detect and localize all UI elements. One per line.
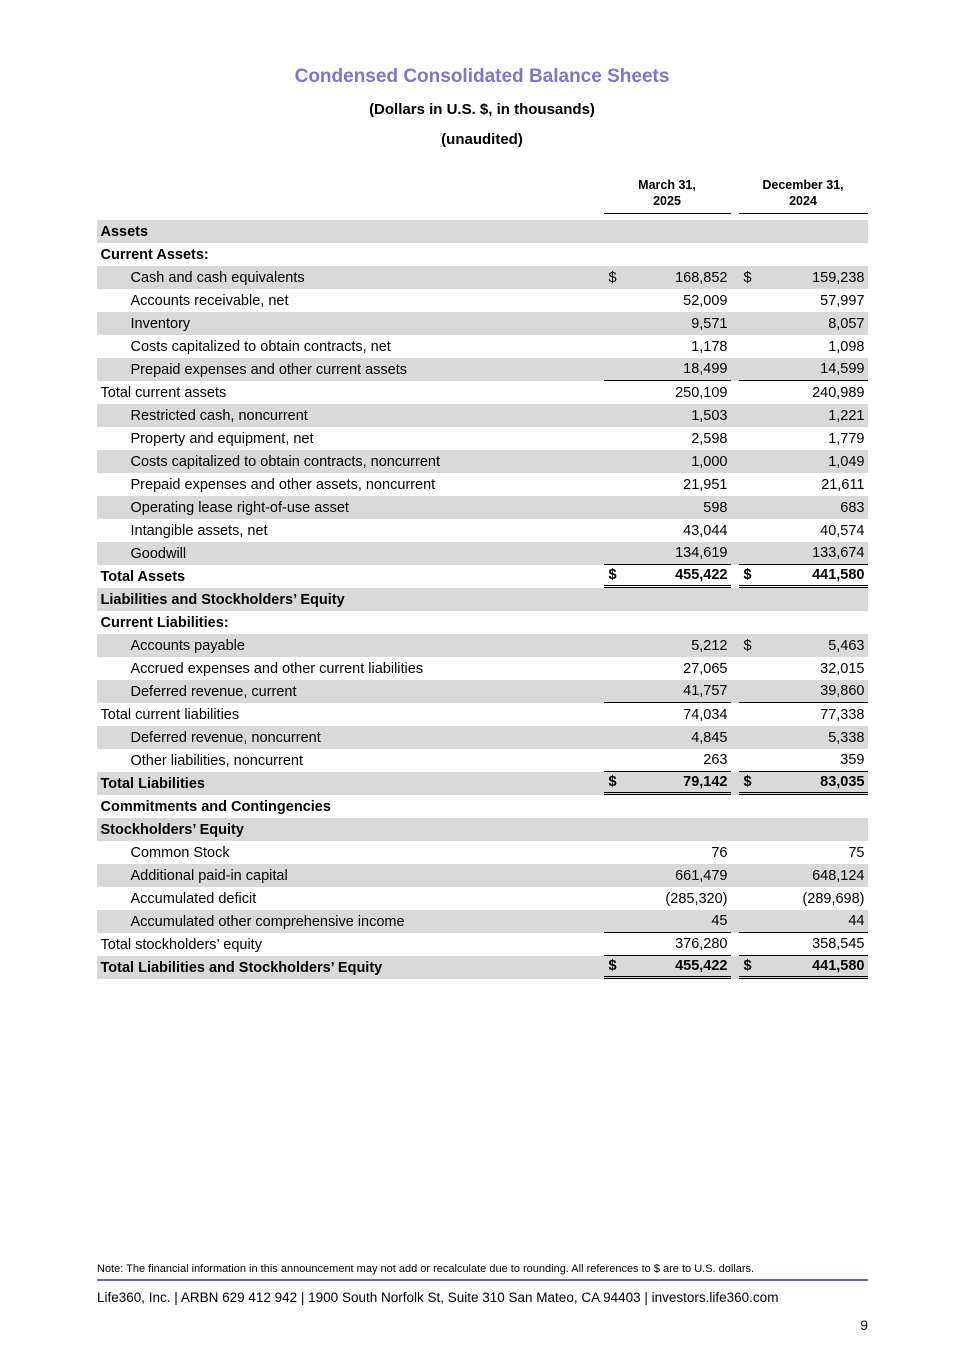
amount: 79,142	[683, 774, 728, 791]
row-label: Current Assets:	[100, 246, 209, 263]
table-row	[97, 220, 868, 243]
value-cell-march-2025	[604, 496, 731, 519]
column-header-line1: December 31,	[762, 178, 844, 192]
value-cell-march-2025	[604, 818, 731, 841]
table-row	[97, 266, 868, 289]
value-cell-december-2024	[739, 634, 868, 657]
amount: 9,571	[691, 315, 728, 332]
value-cell-march-2025	[604, 956, 731, 979]
value-cell-march-2025	[604, 864, 731, 887]
dollar-sign: $	[743, 567, 752, 584]
amount: (289,698)	[802, 890, 865, 907]
table-row	[97, 887, 868, 910]
table-row	[97, 956, 868, 979]
value-cell-march-2025	[604, 933, 731, 956]
row-label: Prepaid expenses and other assets, noncurrent	[130, 476, 436, 493]
amount: 77,338	[820, 706, 865, 723]
table-row	[97, 542, 868, 565]
value-cell-december-2024	[739, 266, 868, 289]
dollar-sign: $	[743, 269, 752, 286]
table-body	[97, 220, 868, 979]
amount: 14,599	[820, 361, 865, 378]
row-label: Cash and cash equivalents	[130, 269, 305, 286]
table-row	[97, 335, 868, 358]
row-label: Additional paid-in capital	[130, 867, 288, 884]
amount: 134,619	[675, 545, 728, 562]
amount: 21,611	[821, 476, 865, 493]
subtitle-currency: (Dollars in U.S. $, in thousands)	[369, 101, 595, 118]
amount: 74,034	[683, 706, 728, 723]
amount: 2,598	[691, 430, 728, 447]
column-header-line2: 2025	[653, 193, 681, 208]
value-cell-december-2024	[739, 772, 868, 795]
row-label: Current Liabilities:	[100, 614, 229, 631]
value-cell-december-2024	[739, 473, 868, 496]
value-cell-december-2024	[739, 565, 868, 588]
company-footer: Life360, Inc. | ARBN 629 412 942 | 1900 South Norfolk St, Suite 310 San Mateo, CA 94403 | investors.life360.com	[97, 1290, 779, 1305]
amount: 39,860	[820, 683, 865, 700]
row-label: Other liabilities, noncurrent	[130, 752, 303, 769]
amount: 455,422	[675, 567, 728, 584]
table-row	[97, 703, 868, 726]
amount: 1,178	[691, 338, 728, 355]
amount: 18,499	[683, 361, 728, 378]
amount: 41,757	[683, 683, 728, 700]
amount: 168,852	[675, 269, 728, 286]
row-label: Restricted cash, noncurrent	[130, 407, 308, 424]
row-label: Accumulated deficit	[130, 890, 257, 907]
value-cell-march-2025	[604, 841, 731, 864]
row-label: Total Liabilities	[100, 775, 205, 792]
row-label: Costs capitalized to obtain contracts, noncurrent	[130, 453, 440, 470]
table-row	[97, 772, 868, 795]
value-cell-december-2024	[739, 749, 868, 772]
value-cell-march-2025	[604, 680, 731, 703]
dollar-sign: $	[743, 774, 752, 791]
value-cell-december-2024	[739, 427, 868, 450]
subtitle-unaudited: (unaudited)	[441, 131, 523, 148]
amount: 83,035	[820, 774, 865, 791]
table-row	[97, 588, 868, 611]
row-label: Goodwill	[130, 545, 187, 562]
value-cell-december-2024	[739, 933, 868, 956]
page-number: 9	[860, 1317, 868, 1333]
row-label: Operating lease right-of-use asset	[130, 499, 349, 516]
column-header-march-2025	[604, 178, 731, 214]
row-label: Inventory	[130, 315, 191, 332]
row-label: Deferred revenue, noncurrent	[130, 729, 321, 746]
amount: 43,044	[683, 522, 728, 539]
value-cell-march-2025	[604, 749, 731, 772]
amount: 263	[703, 752, 728, 769]
amount: 52,009	[683, 292, 728, 309]
table-row	[97, 864, 868, 887]
value-cell-march-2025	[604, 404, 731, 427]
amount: 5,212	[691, 637, 728, 654]
table-row	[97, 910, 868, 933]
value-cell-march-2025	[604, 266, 731, 289]
value-cell-december-2024	[739, 358, 868, 381]
table-row	[97, 611, 868, 634]
table-row	[97, 404, 868, 427]
value-cell-march-2025	[604, 312, 731, 335]
table-row	[97, 841, 868, 864]
amount: 1,779	[828, 430, 865, 447]
row-label: Liabilities and Stockholders’ Equity	[100, 591, 345, 608]
value-cell-march-2025	[604, 657, 731, 680]
value-cell-december-2024	[739, 680, 868, 703]
amount: 683	[840, 499, 865, 516]
row-label: Assets	[100, 223, 149, 240]
table-row	[97, 657, 868, 680]
amount: 4,845	[691, 729, 728, 746]
table-row	[97, 519, 868, 542]
dollar-sign: $	[608, 774, 617, 791]
table-row	[97, 473, 868, 496]
amount: 40,574	[820, 522, 865, 539]
value-cell-march-2025	[604, 519, 731, 542]
amount: 240,989	[812, 384, 865, 401]
value-cell-march-2025	[604, 220, 731, 243]
value-cell-march-2025	[604, 703, 731, 726]
table-row	[97, 289, 868, 312]
value-cell-december-2024	[739, 519, 868, 542]
value-cell-march-2025	[604, 358, 731, 381]
value-cell-march-2025	[604, 772, 731, 795]
amount: 159,238	[812, 269, 865, 286]
amount: 21,951	[683, 476, 728, 493]
table-row	[97, 358, 868, 381]
value-cell-december-2024	[739, 496, 868, 519]
page-title: Condensed Consolidated Balance Sheets	[294, 66, 670, 87]
row-label: Total current liabilities	[100, 706, 240, 723]
amount: 598	[703, 499, 728, 516]
amount: 250,109	[675, 384, 728, 401]
amount: 32,015	[820, 660, 865, 677]
amount: 27,065	[683, 660, 728, 677]
value-cell-december-2024	[739, 795, 868, 818]
table-row	[97, 726, 868, 749]
value-cell-december-2024	[739, 910, 868, 933]
row-label: Costs capitalized to obtain contracts, net	[130, 338, 391, 355]
value-cell-december-2024	[739, 657, 868, 680]
value-cell-december-2024	[739, 220, 868, 243]
table-row	[97, 680, 868, 703]
value-cell-march-2025	[604, 335, 731, 358]
row-label: Total Assets	[100, 568, 186, 585]
row-label: Deferred revenue, current	[130, 683, 297, 700]
amount: 57,997	[820, 292, 865, 309]
row-label: Property and equipment, net	[130, 430, 314, 447]
dollar-sign: $	[608, 958, 617, 975]
amount: 133,674	[812, 545, 865, 562]
amount: 455,422	[675, 958, 728, 975]
table-row	[97, 634, 868, 657]
value-cell-december-2024	[739, 312, 868, 335]
value-cell-march-2025	[604, 565, 731, 588]
dollar-sign: $	[743, 958, 752, 975]
value-cell-march-2025	[604, 726, 731, 749]
value-cell-december-2024	[739, 726, 868, 749]
value-cell-march-2025	[604, 910, 731, 933]
dollar-sign: $	[608, 269, 617, 286]
value-cell-march-2025	[604, 611, 731, 634]
table-row	[97, 565, 868, 588]
value-cell-december-2024	[739, 703, 868, 726]
row-label: Accumulated other comprehensive income	[130, 913, 405, 930]
value-cell-march-2025	[604, 473, 731, 496]
row-label: Total Liabilities and Stockholders’ Equity	[100, 959, 383, 976]
value-cell-december-2024	[739, 956, 868, 979]
dollar-sign: $	[743, 637, 752, 654]
row-label: Commitments and Contingencies	[100, 798, 331, 815]
column-header-december-2024	[739, 178, 868, 214]
amount: 76	[711, 844, 728, 861]
row-label: Common Stock	[130, 844, 230, 861]
value-cell-december-2024	[739, 381, 868, 404]
row-label: Total current assets	[100, 384, 227, 401]
table-row	[97, 427, 868, 450]
value-cell-december-2024	[739, 818, 868, 841]
value-cell-december-2024	[739, 841, 868, 864]
table-row	[97, 381, 868, 404]
amount: 359	[840, 752, 865, 769]
row-label: Accounts receivable, net	[130, 292, 289, 309]
amount: (285,320)	[665, 890, 728, 907]
row-label: Stockholders’ Equity	[100, 821, 244, 838]
value-cell-march-2025	[604, 887, 731, 910]
amount: 441,580	[812, 958, 865, 975]
value-cell-march-2025	[604, 795, 731, 818]
table-row	[97, 450, 868, 473]
value-cell-march-2025	[604, 289, 731, 312]
rounding-note: Note: The financial information in this announcement may not add or recalculate due to rounding. All references to $ are to U.S. dollars.	[97, 1263, 868, 1281]
value-cell-december-2024	[739, 611, 868, 634]
row-label: Intangible assets, net	[130, 522, 268, 539]
value-cell-december-2024	[739, 335, 868, 358]
balance-sheet-table	[97, 178, 868, 979]
row-label: Prepaid expenses and other current assets	[130, 361, 407, 378]
value-cell-december-2024	[739, 404, 868, 427]
amount: 648,124	[812, 867, 865, 884]
amount: 441,580	[812, 567, 865, 584]
amount: 45	[711, 913, 728, 930]
amount: 1,049	[828, 453, 865, 470]
table-row	[97, 818, 868, 841]
amount: 1,098	[828, 338, 865, 355]
value-cell-march-2025	[604, 450, 731, 473]
value-cell-december-2024	[739, 243, 868, 266]
amount: 358,545	[812, 936, 865, 953]
value-cell-march-2025	[604, 427, 731, 450]
dollar-sign: $	[608, 567, 617, 584]
value-cell-march-2025	[604, 634, 731, 657]
amount: 5,463	[828, 637, 865, 654]
value-cell-december-2024	[739, 588, 868, 611]
row-label: Total stockholders’ equity	[100, 936, 262, 953]
value-cell-march-2025	[604, 381, 731, 404]
amount: 5,338	[828, 729, 865, 746]
amount: 1,221	[828, 407, 865, 424]
value-cell-march-2025	[604, 588, 731, 611]
column-header-line2: 2024	[789, 193, 817, 208]
value-cell-december-2024	[739, 289, 868, 312]
amount: 44	[848, 913, 865, 930]
value-cell-december-2024	[739, 864, 868, 887]
column-header-label	[739, 178, 868, 214]
column-header-label	[604, 178, 731, 214]
table-row	[97, 312, 868, 335]
row-label: Accounts payable	[130, 637, 245, 654]
amount: 1,000	[691, 453, 728, 470]
amount: 376,280	[675, 936, 728, 953]
amount: 75	[848, 844, 865, 861]
value-cell-march-2025	[604, 542, 731, 565]
amount: 661,479	[675, 867, 728, 884]
value-cell-december-2024	[739, 542, 868, 565]
amount: 1,503	[691, 407, 728, 424]
table-header-row	[97, 178, 868, 214]
column-header-line1: March 31,	[638, 178, 696, 192]
value-cell-december-2024	[739, 887, 868, 910]
table-row	[97, 933, 868, 956]
table-row	[97, 243, 868, 266]
value-cell-march-2025	[604, 243, 731, 266]
table-row	[97, 749, 868, 772]
value-cell-december-2024	[739, 450, 868, 473]
row-label: Accrued expenses and other current liabilities	[130, 660, 424, 677]
table-row	[97, 795, 868, 818]
amount: 8,057	[828, 315, 865, 332]
page-footer-block	[97, 1263, 868, 1333]
table-row	[97, 496, 868, 519]
